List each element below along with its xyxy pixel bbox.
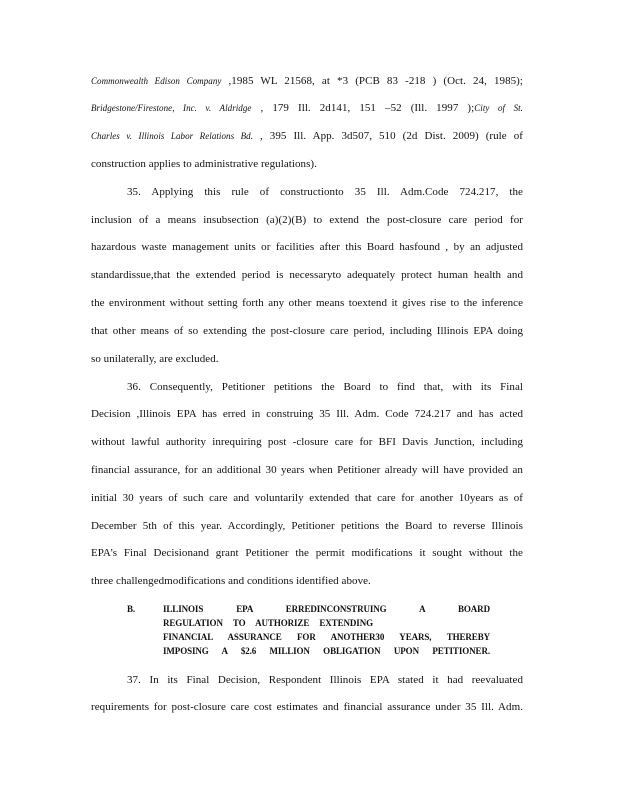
paragraph-36-line: initial 30 years of such care and voluntarily extended that care for another 10years as of [91, 492, 523, 504]
heading-letter: B. [127, 604, 136, 614]
paragraph-36-line: financial assurance, for an additional 30 years when Petitioner already will have provided an [91, 464, 523, 476]
paragraph-36-line: three challengedmodifications and conditions identified above. [91, 575, 371, 587]
paragraph-35-line: that other means of so extending the post-closure care period, including Illinois EPA doing [91, 325, 523, 337]
case-name: Bridgestone/Firestone, Inc. v. Aldridge [91, 103, 252, 113]
paragraph-35-line: inclusion of a means insubsection (a)(2)(B) to extend the post-closure care period for [91, 214, 523, 226]
paragraph-35-line: hazardous waste management units or facilities after this Board hasfound , by an adjusted [91, 241, 523, 253]
paragraph-35-line: the environment without setting forth any other means toextend it gives rise to the inference [91, 297, 523, 309]
citation-text: ,1985 WL 21568, at *3 (PCB 83 -218 ) (Oct. 24, 1985); [221, 75, 523, 87]
citation-text: , 395 Ill. App. 3d507, 510 (2d Dist. 2009) (rule of [253, 130, 523, 142]
paragraph-36-line: EPA’s Final Decisionand grant Petitioner the permit modifications it sought without the [91, 547, 523, 559]
citation-line-2 [91, 101, 523, 115]
heading-line: REGULATION TO AUTHORIZE EXTENDING [163, 618, 373, 628]
citation-line-1 [91, 74, 523, 88]
paragraph-35-line: 35. Applying this rule of constructionto 35 Ill. Adm.Code 724.217, the [127, 186, 523, 198]
paragraph-36-line: 36. Consequently, Petitioner petitions the Board to find that, with its Final [127, 381, 523, 393]
paragraph-36-line: without lawful authority inrequiring post -closure care for BFI Davis Junction, including [91, 436, 523, 448]
paragraph-35-line: standardissue,that the extended period is necessaryto adequately protect human health and [91, 269, 523, 281]
case-name: Charles v. Illinois Labor Relations Bd. [91, 131, 254, 141]
heading-line: IMPOSING A $2.6 MILLION OBLIGATION UPON PETITIONER. [163, 646, 490, 656]
paragraph-37-line: requirements for post-closure care cost estimates and financial assurance under 35 Ill. Adm. [91, 701, 523, 713]
heading-line: FINANCIAL ASSURANCE FOR ANOTHER30 YEARS, THEREBY [163, 632, 490, 642]
paragraph-35-line: so unilaterally, are excluded. [91, 353, 219, 365]
citation-text: , 179 Ill. 2d141, 151 –52 (Ill. 1997 ); [251, 102, 475, 114]
citation-line-3 [91, 129, 523, 143]
heading-line: ILLINOIS EPA ERREDINCONSTRUING A BOARD [163, 604, 490, 614]
case-name: Commonwealth Edison Company [91, 76, 222, 86]
paragraph-36-line: December 5th of this year. Accordingly, Petitioner petitions the Board to reverse Illinois [91, 520, 523, 532]
paragraph-36-line: Decision ,Illinois EPA has erred in construing 35 Ill. Adm. Code 724.217 and has acted [91, 408, 523, 420]
paragraph-37-line: 37. In its Final Decision, Respondent Illinois EPA stated it had reevaluated [127, 674, 523, 686]
citation-line-4: construction applies to administrative regulations). [91, 158, 317, 170]
case-name: City of St. [474, 103, 523, 113]
